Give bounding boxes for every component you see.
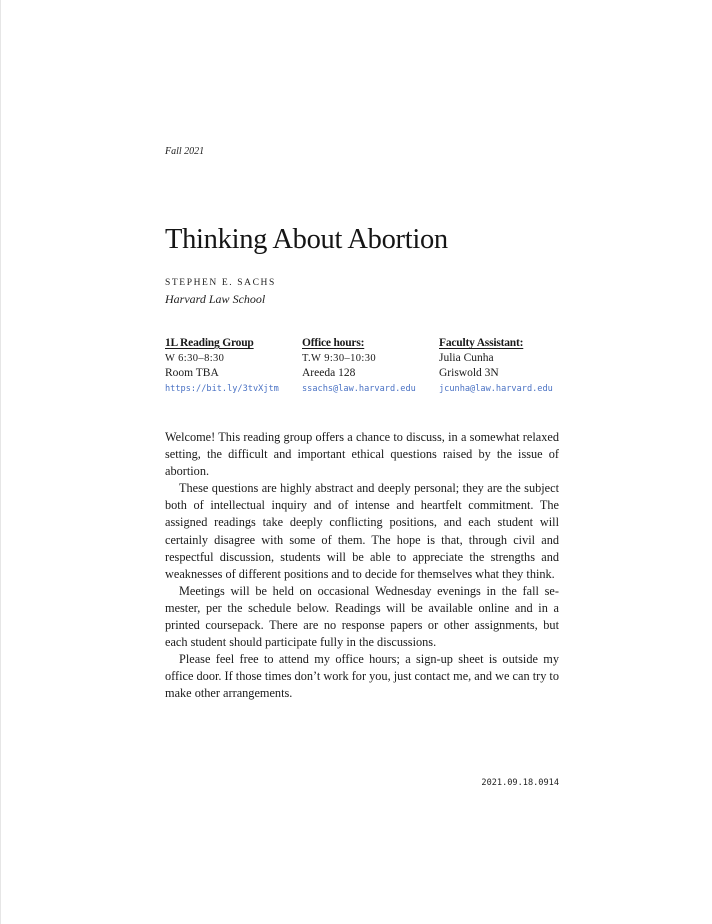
office-location: Areeda 128 — [302, 367, 356, 379]
paragraph-meetings: Meetings will be held on occasional Wednesday evenings in the fall semester, per the schedule below. Readings will be available online and in a printed coursepack. There are no response papers or other assignments, but each student should participate fully in the discussions. — [165, 583, 559, 650]
meeting-time: W 6:30–8:30 — [165, 353, 225, 364]
author-name: STEPHEN E. SACHS — [165, 278, 276, 288]
assistant-email-link[interactable]: jcunha@law.harvard.edu — [439, 384, 553, 394]
author-affiliation: Harvard Law School — [165, 292, 266, 306]
meeting-room: Room TBA — [165, 367, 219, 379]
office-hours-heading: Office hours: — [302, 337, 365, 349]
paragraph-office-hours: Please feel free to attend my office hours; a sign-up sheet is outside my office door. If those times don’t work for you, just contact me, and we can try to make other arrangements. — [165, 652, 559, 701]
document-title: Thinking About Abortion — [165, 224, 448, 255]
reading-group-heading: 1L Reading Group — [165, 337, 254, 349]
reading-group-info — [165, 336, 279, 397]
paragraph-welcome: Welcome! This reading group offers a chance to discuss, in a somewhat relaxed setting, the difficult and important ethical questions raised by the issue of abortion. — [165, 430, 559, 479]
term-label: Fall 2021 — [165, 146, 205, 157]
office-hours-info — [302, 336, 416, 397]
course-info — [165, 336, 565, 400]
body-text — [165, 429, 559, 703]
version-stamp: 2021.09.18.0914 — [481, 778, 559, 788]
faculty-assistant-heading: Faculty Assistant: — [439, 337, 524, 349]
course-link[interactable]: https://bit.ly/3tvXjtm — [165, 384, 279, 394]
office-hours-time: T.W 9:30–10:30 — [302, 353, 377, 364]
professor-email-link[interactable]: ssachs@law.harvard.edu — [302, 384, 416, 394]
assistant-location: Griswold 3N — [439, 367, 499, 379]
assistant-name: Julia Cunha — [439, 352, 494, 364]
faculty-assistant-info — [439, 336, 553, 397]
paragraph-questions: These questions are highly abstract and deeply personal; they are the subject both of intellectual inquiry and of intense and heartfelt commitment. The assigned readings take deeply conflicting positions, and each student will certainly disagree with some of them. The hope is that, through civil and respectful discussion, students will be able to appreciate the strengths and weaknesses of different positions and to decide for themselves what they think. — [165, 481, 559, 581]
